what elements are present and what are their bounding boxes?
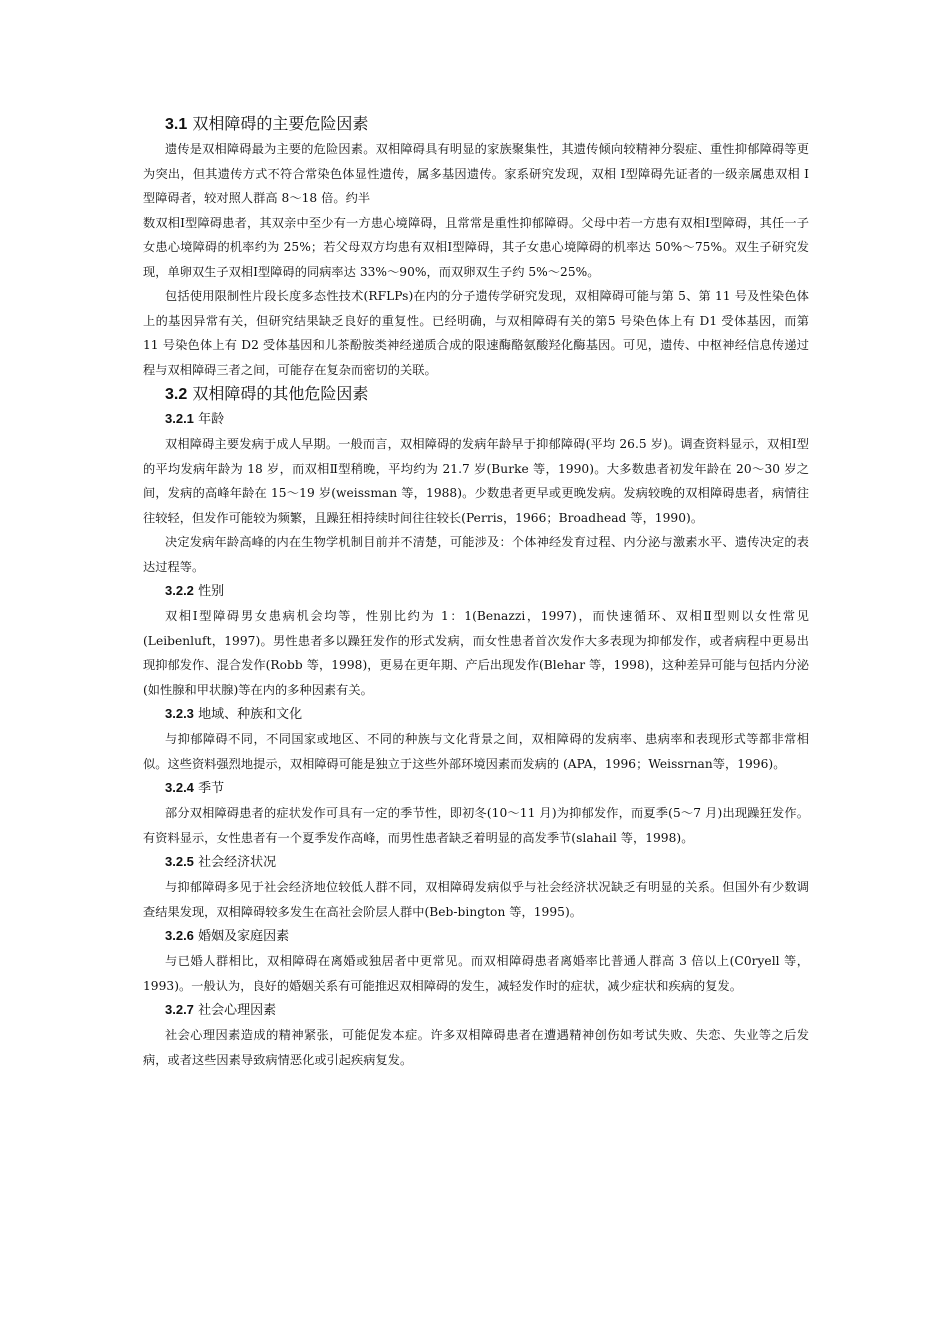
paragraph: 遗传是双相障碍最为主要的危险因素。双相障碍具有明显的家族聚集性，其遗传倾向较精神分裂症、重性抑郁障碍等更为突出，但其遗传方式不符合常染色体显性遗传，属多基因遗传。家系研究发现，双相 Ⅰ型障碍先证者的一级亲属患双相 Ⅰ型障碍者，较对照人群高 8～18 倍。约半 xyxy=(143,142,809,205)
subsection-heading-3-2-1: 3.2.1 年龄 xyxy=(165,411,225,427)
paragraph: 部分双相障碍患者的症状发作可具有一定的季节性，即初冬(10～11 月)为抑郁发作，而夏季(5～7 月)出现躁狂发作。有资料显示，女性患者有一个夏季发作高峰，而男性患者缺乏着明显的高发季节(slahail 等，1998)。 xyxy=(143,806,809,845)
subsection-heading-3-2-4: 3.2.4 季节 xyxy=(165,780,225,796)
subsection-heading-3-2-7: 3.2.7 社会心理因素 xyxy=(165,1002,277,1018)
paragraph: 数双相Ⅰ型障碍患者，其双亲中至少有一方患心境障碍，且常常是重性抑郁障碍。父母中若一方患有双相Ⅰ型障碍，其任一子女患心境障碍的机率约为 25%；若父母双方均患有双相Ⅰ型障碍，其子女患心境障碍的机率达 50%～75%。双生子研究发现，单卵双生子双相Ⅰ型障碍的同病率达 33%～90%，而双卵双生子约 5%～25%。 xyxy=(143,215,809,279)
subsection-heading-3-2-5: 3.2.5 社会经济状况 xyxy=(165,854,277,870)
subsection-heading-3-2-3: 3.2.3 地域、种族和文化 xyxy=(165,706,303,722)
paragraph: 决定发病年龄高峰的内在生物学机制目前并不清楚，可能涉及：个体神经发育过程、内分泌与激素水平、遗传决定的表达过程等。 xyxy=(143,535,809,574)
paragraph: 包括使用限制性片段长度多态性技术(RFLPs)在内的分子遗传学研究发现，双相障碍可能与第 5、第 11 号及性染色体上的基因异常有关，但研究结果缺乏良好的重复性。已经明确，与双相障碍有关的第5 号染色体上有 D1 受体基因，而第 11 号染色体上有 D2 受体基因和儿茶酚胺类神经递质合成的限速酶酪氨酸羟化酶基因。可见，遗传、中枢神经信息传递过程与双相障碍三者之间，可能存在复杂而密切的关联。 xyxy=(143,289,809,377)
paragraph: 双相障碍主要发病于成人早期。一般而言，双相障碍的发病年龄早于抑郁障碍(平均 26.5 岁)。调查资料显示，双相Ⅰ型的平均发病年龄为 18 岁，而双相Ⅱ型稍晚，平均约为 21.7 岁(Burke 等，1990)。大多数患者初发年龄在 20～30 岁之间，发病的高峰年龄在 15～19 岁(weissman 等，1988)。少数患者更早或更晚发病。发病较晚的双相障碍患者，病情往往较轻，但发作可能较为频繁，且躁狂相持续时间往往较长(Perris，1966；Broadhead 等，1990)。 xyxy=(143,437,809,525)
paragraph: 与抑郁障碍多见于社会经济地位较低人群不同，双相障碍发病似乎与社会经济状况缺乏有明显的关系。但国外有少数调查结果发现，双相障碍较多发生在高社会阶层人群中(Beb-bington 等，1995)。 xyxy=(143,880,809,919)
paragraph: 社会心理因素造成的精神紧张，可能促发本症。许多双相障碍患者在遭遇精神创伤如考试失败、失恋、失业等之后发病，或者这些因素导致病情恶化或引起疾病复发。 xyxy=(143,1028,809,1067)
document-page xyxy=(143,112,809,1072)
section-heading-3-1: 3.1 双相障碍的主要危险因素 xyxy=(165,114,369,133)
section-heading-3-2: 3.2 双相障碍的其他危险因素 xyxy=(165,384,369,403)
subsection-heading-3-2-6: 3.2.6 婚姻及家庭因素 xyxy=(165,928,290,944)
paragraph: 与抑郁障碍不同，不同国家或地区、不同的种族与文化背景之间，双相障碍的发病率、患病率和表现形式等都非常相似。这些资料强烈地提示，双相障碍可能是独立于这些外部环境因素而发病的 (APA，1996；Weissrnan等，1996)。 xyxy=(143,732,809,771)
subsection-heading-3-2-2: 3.2.2 性别 xyxy=(165,583,225,599)
paragraph: 与已婚人群相比，双相障碍在离婚或独居者中更常见。而双相障碍患者离婚率比普通人群高 3 倍以上(C0ryell 等，1993)。一般认为，良好的婚姻关系有可能推迟双相障碍的发生，减轻发作时的症状，减少症状和疾病的复发。 xyxy=(143,954,809,993)
paragraph: 双相Ⅰ型障碍男女患病机会均等，性别比约为 1：1(Benazzi，1997)，而快速循环、双相Ⅱ型则以女性常见(Leibenluft，1997)。男性患者多以躁狂发作的形式发病，而女性患者首次发作大多表现为抑郁发作，或者病程中更易出现抑郁发作、混合发作(Robb 等，1998)，更易在更年期、产后出现发作(Blehar 等，1998)，这种差异可能与包括内分泌(如性腺和甲状腺)等在内的多种因素有关。 xyxy=(143,609,809,697)
